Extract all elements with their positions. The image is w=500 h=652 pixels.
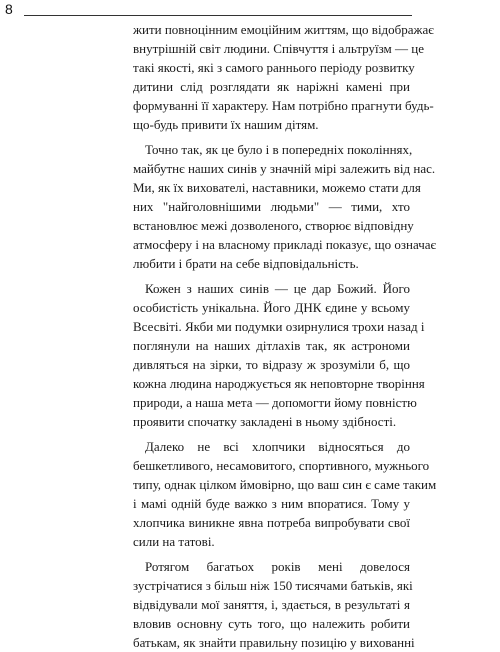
- text-line: бешкетливого, несамовитого, спортивного, мужнього: [133, 458, 430, 473]
- text-line: атмосферу і на власному прикладі показує, що означає: [133, 237, 437, 252]
- paragraph-4: [133, 437, 437, 551]
- paragraph-3: [133, 279, 425, 431]
- text-line: що-будь привити їх нашим дітям.: [133, 117, 319, 132]
- text-line: Точно так, як це було і в попередніх поколіннях,: [145, 142, 413, 157]
- text-line: такі якості, які з самого раннього періоду розвитку: [133, 60, 415, 75]
- text-line: Ротягом багатьох років мені довелося: [145, 559, 410, 574]
- text-line: формуванні її характеру. Нам потрібно прагнути будь-: [133, 98, 434, 113]
- text-line: Ми, як їх вихователі, наставники, можемо стати для: [133, 180, 421, 195]
- text-line: любити і брати на себе відповідальність.: [133, 256, 359, 271]
- text-line: зустрічатися з більш ніж 150 тисячами батьків, які: [133, 578, 413, 593]
- text-line: природи, а наша мета — допомогти йому повністю: [133, 395, 417, 410]
- paragraph-2: [133, 140, 437, 273]
- text-line: типу, однак цілком ймовірно, що ваш син є саме таким: [133, 477, 437, 492]
- page-number: 8: [5, 1, 13, 17]
- text-line: хлопчика виникне явна потреба випробувати свої: [133, 515, 410, 530]
- text-line: дивляться на зірки, то відразу ж зрозуміли б, що: [133, 357, 410, 372]
- text-line: внутрішній світ людини. Співчуття і альтруїзм — це: [133, 41, 425, 56]
- text-line: Всесвіті. Якби ми подумки озирнулися трохи назад і: [133, 319, 425, 334]
- text-line: дитини слід розглядати як наріжні камені при: [133, 79, 410, 94]
- text-line: поглянули на наших дітлахів так, як астрономи: [133, 338, 410, 353]
- text-line: встановлює межі дозволеного, створює відповідну: [133, 218, 414, 233]
- text-line: кожна людина народжується як неповторне творіння: [133, 376, 425, 391]
- paragraph-5: [133, 557, 415, 652]
- text-line: них "найголовнішими людьми" — тими, хто: [133, 199, 410, 214]
- text-line: жити повноцінним емоційним життям, що відображає: [133, 22, 434, 37]
- text-line: Далеко не всі хлопчики відносяться до: [145, 439, 410, 454]
- text-line: особистість унікальна. Його ДНК єдине у всьому: [133, 300, 410, 315]
- text-line: Кожен з наших синів — це дар Божий. Його: [145, 281, 410, 296]
- text-line: вловив основну суть того, що належить робити: [133, 616, 410, 631]
- text-line: і мамі одній буде важко з ним впоратися. Тому у: [133, 496, 410, 511]
- text-line: відвідували мої заняття, і, здається, в результаті я: [133, 597, 410, 612]
- text-line: майбутнє наших синів у значній мірі залежить від нас.: [133, 161, 436, 176]
- header-rule: [24, 15, 412, 16]
- text-line: проявити спочатку закладені в ньому здібності.: [133, 414, 397, 429]
- body-text: [133, 20, 437, 652]
- text-line: батькам, як знайти правильну позицію у вихованні: [133, 635, 415, 650]
- text-line: сили на татові.: [133, 534, 215, 549]
- paragraph-1: [133, 20, 434, 134]
